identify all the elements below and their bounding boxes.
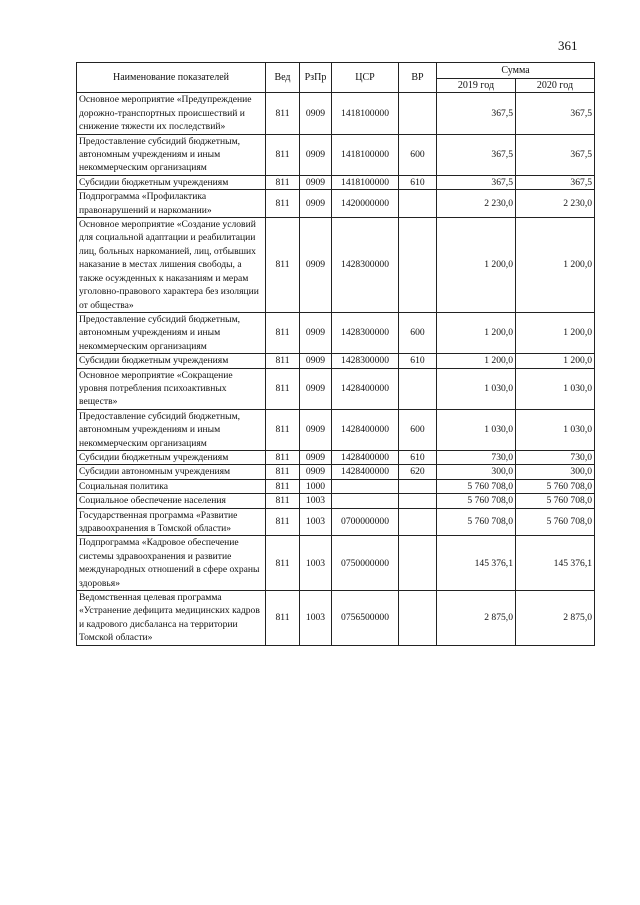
row-vr-cell: 610 [399, 354, 437, 368]
row-vr-cell: 600 [399, 312, 437, 353]
row-2019-cell: 1 030,0 [437, 409, 516, 450]
row-2019-cell: 367,5 [437, 93, 516, 134]
header-name: Наименование показателей [77, 63, 266, 93]
table-row [77, 508, 595, 536]
row-vr-cell [399, 479, 437, 493]
row-2020-cell: 1 030,0 [516, 409, 595, 450]
header-rzpr: РзПр [300, 63, 332, 93]
row-name-cell: Субсидии бюджетным учреждениям [77, 175, 266, 189]
row-2020-cell: 5 760 708,0 [516, 479, 595, 493]
row-rzpr-cell: 0909 [300, 218, 332, 313]
row-rzpr-cell: 0909 [300, 175, 332, 189]
row-vr-cell: 600 [399, 409, 437, 450]
row-rzpr-cell: 1003 [300, 536, 332, 591]
row-name-cell: Предоставление субсидий бюджетным, автономным учреждениям и иным некоммерческим организациям [77, 134, 266, 175]
row-name-cell: Основное мероприятие «Предупреждение дорожно-транспортных происшествий и снижение тяжести их последствий» [77, 93, 266, 134]
row-ved-cell: 811 [266, 175, 300, 189]
row-name-cell: Социальное обеспечение населения [77, 494, 266, 508]
row-2020-cell: 367,5 [516, 134, 595, 175]
row-rzpr-cell: 1003 [300, 494, 332, 508]
row-2019-cell: 5 760 708,0 [437, 508, 516, 536]
row-2020-cell: 2 875,0 [516, 591, 595, 646]
table-row [77, 354, 595, 368]
row-rzpr-cell: 1003 [300, 508, 332, 536]
row-vr-cell [399, 536, 437, 591]
row-vr-cell: 600 [399, 134, 437, 175]
table-row [77, 465, 595, 479]
row-rzpr-cell: 0909 [300, 354, 332, 368]
row-csr-cell: 1428300000 [332, 218, 399, 313]
row-2020-cell: 1 200,0 [516, 218, 595, 313]
header-csr: ЦСР [332, 63, 399, 93]
row-ved-cell: 811 [266, 591, 300, 646]
table-row [77, 312, 595, 353]
row-2019-cell: 5 760 708,0 [437, 494, 516, 508]
header-year-2019: 2019 год [437, 79, 516, 93]
row-rzpr-cell: 0909 [300, 368, 332, 409]
header-ved: Вед [266, 63, 300, 93]
row-2020-cell: 1 030,0 [516, 368, 595, 409]
header-sum: Сумма [437, 63, 595, 79]
row-2020-cell: 367,5 [516, 175, 595, 189]
table-row [77, 494, 595, 508]
row-2019-cell: 367,5 [437, 175, 516, 189]
row-csr-cell: 1428400000 [332, 409, 399, 450]
row-rzpr-cell: 0909 [300, 134, 332, 175]
row-vr-cell: 620 [399, 465, 437, 479]
row-ved-cell: 811 [266, 190, 300, 218]
table-row [77, 134, 595, 175]
row-2020-cell: 5 760 708,0 [516, 494, 595, 508]
table-row [77, 536, 595, 591]
row-ved-cell: 811 [266, 218, 300, 313]
row-2019-cell: 1 200,0 [437, 218, 516, 313]
row-rzpr-cell: 0909 [300, 190, 332, 218]
row-2019-cell: 2 875,0 [437, 591, 516, 646]
row-csr-cell: 1428400000 [332, 368, 399, 409]
row-csr-cell: 1418100000 [332, 175, 399, 189]
row-ved-cell: 811 [266, 465, 300, 479]
row-name-cell: Государственная программа «Развитие здравоохранения в Томской области» [77, 508, 266, 536]
budget-table [76, 62, 595, 646]
row-vr-cell [399, 591, 437, 646]
row-csr-cell: 0750000000 [332, 536, 399, 591]
table-row [77, 479, 595, 493]
row-2020-cell: 1 200,0 [516, 312, 595, 353]
row-2019-cell: 1 200,0 [437, 312, 516, 353]
row-vr-cell [399, 218, 437, 313]
row-csr-cell: 0700000000 [332, 508, 399, 536]
row-rzpr-cell: 1003 [300, 591, 332, 646]
page-number: 361 [558, 38, 578, 53]
row-ved-cell: 811 [266, 93, 300, 134]
table-row [77, 190, 595, 218]
row-name-cell: Подпрограмма «Кадровое обеспечение системы здравоохранения и развитие международных отношений в сфере охраны здоровья» [77, 536, 266, 591]
row-csr-cell: 1418100000 [332, 134, 399, 175]
row-2019-cell: 5 760 708,0 [437, 479, 516, 493]
row-rzpr-cell: 0909 [300, 93, 332, 134]
row-vr-cell [399, 508, 437, 536]
table-row [77, 450, 595, 464]
row-2020-cell: 5 760 708,0 [516, 508, 595, 536]
row-2019-cell: 145 376,1 [437, 536, 516, 591]
row-ved-cell: 811 [266, 312, 300, 353]
table-row [77, 368, 595, 409]
row-2019-cell: 1 200,0 [437, 354, 516, 368]
row-csr-cell: 0756500000 [332, 591, 399, 646]
table-row [77, 591, 595, 646]
row-2020-cell: 1 200,0 [516, 354, 595, 368]
row-2019-cell: 300,0 [437, 465, 516, 479]
row-csr-cell: 1428400000 [332, 465, 399, 479]
row-name-cell: Основное мероприятие «Создание условий для социальной адаптации и реабилитации лиц, больных наркоманией, лиц, отбывших наказание в местах лишения свободы, а также осужденных к наказаниям и мерам уголовно-правового характера без изоляции от общества» [77, 218, 266, 313]
row-vr-cell [399, 93, 437, 134]
row-csr-cell: 1418100000 [332, 93, 399, 134]
row-name-cell: Социальная политика [77, 479, 266, 493]
row-2019-cell: 730,0 [437, 450, 516, 464]
row-2019-cell: 367,5 [437, 134, 516, 175]
row-ved-cell: 811 [266, 134, 300, 175]
row-rzpr-cell: 0909 [300, 409, 332, 450]
row-ved-cell: 811 [266, 536, 300, 591]
row-name-cell: Субсидии бюджетным учреждениям [77, 354, 266, 368]
row-vr-cell [399, 190, 437, 218]
row-csr-cell: 1428300000 [332, 354, 399, 368]
row-ved-cell: 811 [266, 508, 300, 536]
row-name-cell: Ведомственная целевая программа «Устранение дефицита медицинских кадров и кадрового дисбаланса на территории Томской области» [77, 591, 266, 646]
row-vr-cell: 610 [399, 450, 437, 464]
row-name-cell: Подпрограмма «Профилактика правонарушений и наркомании» [77, 190, 266, 218]
row-name-cell: Предоставление субсидий бюджетным, автономным учреждениям и иным некоммерческим организациям [77, 409, 266, 450]
row-csr-cell: 1428300000 [332, 312, 399, 353]
table-row [77, 93, 595, 134]
row-2020-cell: 2 230,0 [516, 190, 595, 218]
row-rzpr-cell: 1000 [300, 479, 332, 493]
row-csr-cell: 1428400000 [332, 450, 399, 464]
row-2020-cell: 367,5 [516, 93, 595, 134]
row-2019-cell: 1 030,0 [437, 368, 516, 409]
row-rzpr-cell: 0909 [300, 312, 332, 353]
row-name-cell: Субсидии автономным учреждениям [77, 465, 266, 479]
row-vr-cell [399, 368, 437, 409]
row-name-cell: Субсидии бюджетным учреждениям [77, 450, 266, 464]
row-vr-cell [399, 494, 437, 508]
row-2020-cell: 730,0 [516, 450, 595, 464]
row-rzpr-cell: 0909 [300, 450, 332, 464]
row-ved-cell: 811 [266, 368, 300, 409]
row-rzpr-cell: 0909 [300, 465, 332, 479]
table-row [77, 409, 595, 450]
row-vr-cell: 610 [399, 175, 437, 189]
table-row [77, 175, 595, 189]
table-row [77, 218, 595, 313]
row-ved-cell: 811 [266, 494, 300, 508]
row-ved-cell: 811 [266, 450, 300, 464]
row-ved-cell: 811 [266, 354, 300, 368]
row-2020-cell: 300,0 [516, 465, 595, 479]
row-csr-cell [332, 494, 399, 508]
row-name-cell: Основное мероприятие «Сокращение уровня потребления психоактивных веществ» [77, 368, 266, 409]
row-2020-cell: 145 376,1 [516, 536, 595, 591]
row-2019-cell: 2 230,0 [437, 190, 516, 218]
header-year-2020: 2020 год [516, 79, 595, 93]
row-name-cell: Предоставление субсидий бюджетным, автономным учреждениям и иным некоммерческим организациям [77, 312, 266, 353]
header-vr: ВР [399, 63, 437, 93]
row-csr-cell: 1420000000 [332, 190, 399, 218]
row-csr-cell [332, 479, 399, 493]
row-ved-cell: 811 [266, 479, 300, 493]
row-ved-cell: 811 [266, 409, 300, 450]
